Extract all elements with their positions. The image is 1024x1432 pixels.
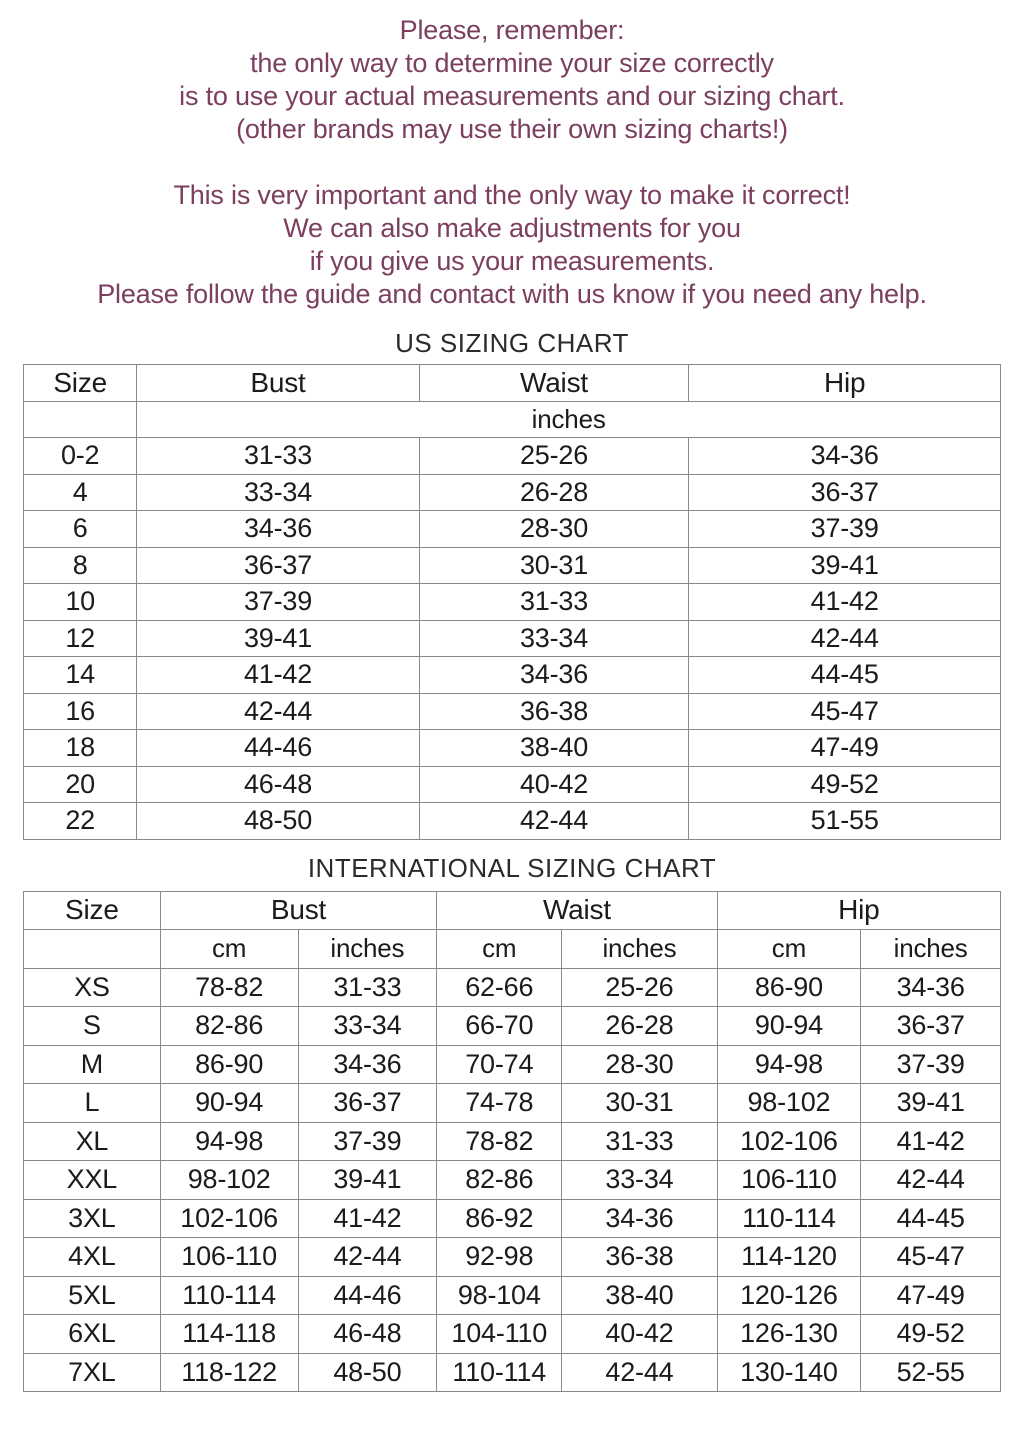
measurement-cell: 70-74 <box>437 1045 562 1084</box>
size-cell: XXL <box>24 1161 161 1200</box>
table-row <box>24 1122 1001 1161</box>
measurement-cell: 28-30 <box>562 1045 717 1084</box>
measurement-cell: 40-42 <box>419 766 689 803</box>
measurement-cell: 86-90 <box>160 1045 298 1084</box>
measurement-cell: 34-36 <box>689 438 1001 475</box>
measurement-cell: 86-90 <box>717 968 861 1007</box>
col-header-size: Size <box>24 365 137 402</box>
measurement-cell: 41-42 <box>298 1199 437 1238</box>
units-row <box>24 401 1001 438</box>
measurement-cell: 30-31 <box>562 1084 717 1123</box>
measurement-cell: 31-33 <box>298 968 437 1007</box>
empty-cell <box>24 401 137 438</box>
measurement-cell: 62-66 <box>437 968 562 1007</box>
units-label-waist-inches: inches <box>562 930 717 969</box>
measurement-cell: 36-38 <box>419 693 689 730</box>
measurement-cell: 82-86 <box>160 1007 298 1046</box>
size-cell: 5XL <box>24 1276 161 1315</box>
intro-line: if you give us your measurements. <box>309 246 715 276</box>
measurement-cell: 26-28 <box>419 474 689 511</box>
measurement-cell: 86-92 <box>437 1199 562 1238</box>
size-cell: 4XL <box>24 1238 161 1277</box>
table-row <box>24 1315 1001 1354</box>
col-header-waist: Waist <box>437 891 717 930</box>
size-cell: XL <box>24 1122 161 1161</box>
units-label: inches <box>137 401 1001 438</box>
measurement-cell: 34-36 <box>419 657 689 694</box>
measurement-cell: 82-86 <box>437 1161 562 1200</box>
measurement-cell: 98-102 <box>717 1084 861 1123</box>
measurement-cell: 90-94 <box>160 1084 298 1123</box>
international-chart-title: INTERNATIONAL SIZING CHART <box>307 852 717 883</box>
measurement-cell: 104-110 <box>437 1315 562 1354</box>
measurement-cell: 36-37 <box>861 1007 1001 1046</box>
units-row <box>24 930 1001 969</box>
measurement-cell: 39-41 <box>137 620 419 657</box>
measurement-cell: 48-50 <box>298 1353 437 1392</box>
measurement-cell: 42-44 <box>689 620 1001 657</box>
size-cell: XS <box>24 968 161 1007</box>
size-cell: 0-2 <box>24 438 137 475</box>
measurement-cell: 34-36 <box>861 968 1001 1007</box>
measurement-cell: 90-94 <box>717 1007 861 1046</box>
measurement-cell: 46-48 <box>137 766 419 803</box>
size-cell: 6 <box>24 511 137 548</box>
intro-text <box>0 0 1024 311</box>
col-header-size: Size <box>24 891 161 930</box>
measurement-cell: 110-114 <box>717 1199 861 1238</box>
measurement-cell: 33-34 <box>419 620 689 657</box>
measurement-cell: 41-42 <box>689 584 1001 621</box>
international-sizing-table <box>23 891 1001 1393</box>
measurement-cell: 120-126 <box>717 1276 861 1315</box>
size-cell: M <box>24 1045 161 1084</box>
measurement-cell: 37-39 <box>137 584 419 621</box>
table-row <box>24 474 1001 511</box>
measurement-cell: 25-26 <box>419 438 689 475</box>
size-cell: 18 <box>24 730 137 767</box>
measurement-cell: 38-40 <box>562 1276 717 1315</box>
measurement-cell: 42-44 <box>419 803 689 840</box>
measurement-cell: 47-49 <box>689 730 1001 767</box>
measurement-cell: 51-55 <box>689 803 1001 840</box>
measurement-cell: 114-118 <box>160 1315 298 1354</box>
size-cell: 12 <box>24 620 137 657</box>
measurement-cell: 49-52 <box>861 1315 1001 1354</box>
measurement-cell: 42-44 <box>298 1238 437 1277</box>
measurement-cell: 130-140 <box>717 1353 861 1392</box>
measurement-cell: 94-98 <box>717 1045 861 1084</box>
measurement-cell: 74-78 <box>437 1084 562 1123</box>
size-cell: 6XL <box>24 1315 161 1354</box>
measurement-cell: 34-36 <box>562 1199 717 1238</box>
measurement-cell: 31-33 <box>137 438 419 475</box>
measurement-cell: 33-34 <box>298 1007 437 1046</box>
measurement-cell: 47-49 <box>861 1276 1001 1315</box>
measurement-cell: 41-42 <box>137 657 419 694</box>
table-row <box>24 968 1001 1007</box>
col-header-hip: Hip <box>689 365 1001 402</box>
measurement-cell: 34-36 <box>298 1045 437 1084</box>
table-row <box>24 1007 1001 1046</box>
measurement-cell: 39-41 <box>298 1161 437 1200</box>
empty-cell <box>24 930 161 969</box>
table-row <box>24 1353 1001 1392</box>
size-cell: 3XL <box>24 1199 161 1238</box>
table-row <box>24 1161 1001 1200</box>
measurement-cell: 48-50 <box>137 803 419 840</box>
measurement-cell: 98-104 <box>437 1276 562 1315</box>
measurement-cell: 31-33 <box>419 584 689 621</box>
table-row <box>24 620 1001 657</box>
measurement-cell: 30-31 <box>419 547 689 584</box>
measurement-cell: 37-39 <box>861 1045 1001 1084</box>
measurement-cell: 106-110 <box>717 1161 861 1200</box>
intro-line: (other brands may use their own sizing charts!) <box>236 114 788 144</box>
measurement-cell: 114-120 <box>717 1238 861 1277</box>
measurement-cell: 33-34 <box>137 474 419 511</box>
measurement-cell: 126-130 <box>717 1315 861 1354</box>
measurement-cell: 44-45 <box>689 657 1001 694</box>
table-row <box>24 1276 1001 1315</box>
table-row <box>24 1238 1001 1277</box>
measurement-cell: 40-42 <box>562 1315 717 1354</box>
table-row <box>24 511 1001 548</box>
size-cell: 16 <box>24 693 137 730</box>
measurement-cell: 52-55 <box>861 1353 1001 1392</box>
table-header-row <box>24 365 1001 402</box>
table-row <box>24 1045 1001 1084</box>
size-cell: 8 <box>24 547 137 584</box>
table-row <box>24 1084 1001 1123</box>
measurement-cell: 66-70 <box>437 1007 562 1046</box>
measurement-cell: 45-47 <box>861 1238 1001 1277</box>
measurement-cell: 94-98 <box>160 1122 298 1161</box>
size-cell: 22 <box>24 803 137 840</box>
size-cell: 4 <box>24 474 137 511</box>
table-row <box>24 803 1001 840</box>
intro-line: the only way to determine your size correctly <box>250 48 774 78</box>
col-header-hip: Hip <box>717 891 1000 930</box>
measurement-cell: 44-46 <box>298 1276 437 1315</box>
measurement-cell: 38-40 <box>419 730 689 767</box>
size-cell: 10 <box>24 584 137 621</box>
measurement-cell: 46-48 <box>298 1315 437 1354</box>
measurement-cell: 45-47 <box>689 693 1001 730</box>
us-sizing-table <box>23 364 1001 840</box>
table-row <box>24 438 1001 475</box>
size-cell: 20 <box>24 766 137 803</box>
col-header-waist: Waist <box>419 365 689 402</box>
table-row <box>24 1199 1001 1238</box>
measurement-cell: 106-110 <box>160 1238 298 1277</box>
size-cell: 14 <box>24 657 137 694</box>
measurement-cell: 118-122 <box>160 1353 298 1392</box>
measurement-cell: 78-82 <box>437 1122 562 1161</box>
col-header-bust: Bust <box>160 891 436 930</box>
units-label-hip-inches: inches <box>861 930 1001 969</box>
intro-line: Please, remember: <box>399 15 625 45</box>
table-row <box>24 584 1001 621</box>
table-header-row <box>24 891 1001 930</box>
measurement-cell: 42-44 <box>861 1161 1001 1200</box>
table-row <box>24 547 1001 584</box>
intro-line: Please follow the guide and contact with us know if you need any help. <box>97 279 927 309</box>
measurement-cell: 34-36 <box>137 511 419 548</box>
measurement-cell: 49-52 <box>689 766 1001 803</box>
size-cell: 7XL <box>24 1353 161 1392</box>
table-row <box>24 730 1001 767</box>
units-label-waist-cm: cm <box>437 930 562 969</box>
measurement-cell: 78-82 <box>160 968 298 1007</box>
measurement-cell: 25-26 <box>562 968 717 1007</box>
measurement-cell: 42-44 <box>562 1353 717 1392</box>
table-row <box>24 693 1001 730</box>
measurement-cell: 39-41 <box>861 1084 1001 1123</box>
measurement-cell: 37-39 <box>298 1122 437 1161</box>
measurement-cell: 36-37 <box>298 1084 437 1123</box>
measurement-cell: 42-44 <box>137 693 419 730</box>
table-row <box>24 657 1001 694</box>
measurement-cell: 110-114 <box>160 1276 298 1315</box>
table-row <box>24 766 1001 803</box>
measurement-cell: 102-106 <box>717 1122 861 1161</box>
measurement-cell: 41-42 <box>861 1122 1001 1161</box>
size-cell: L <box>24 1084 161 1123</box>
units-label-bust-cm: cm <box>160 930 298 969</box>
measurement-cell: 102-106 <box>160 1199 298 1238</box>
measurement-cell: 36-38 <box>562 1238 717 1277</box>
measurement-cell: 26-28 <box>562 1007 717 1046</box>
measurement-cell: 28-30 <box>419 511 689 548</box>
measurement-cell: 36-37 <box>137 547 419 584</box>
measurement-cell: 98-102 <box>160 1161 298 1200</box>
measurement-cell: 110-114 <box>437 1353 562 1392</box>
measurement-cell: 37-39 <box>689 511 1001 548</box>
intro-line: is to use your actual measurements and our sizing chart. <box>179 81 845 111</box>
units-label-bust-inches: inches <box>298 930 437 969</box>
measurement-cell: 44-46 <box>137 730 419 767</box>
measurement-cell: 44-45 <box>861 1199 1001 1238</box>
measurement-cell: 33-34 <box>562 1161 717 1200</box>
units-label-hip-cm: cm <box>717 930 861 969</box>
us-chart-title: US SIZING CHART <box>395 328 629 358</box>
col-header-bust: Bust <box>137 365 419 402</box>
measurement-cell: 92-98 <box>437 1238 562 1277</box>
measurement-cell: 36-37 <box>689 474 1001 511</box>
size-cell: S <box>24 1007 161 1046</box>
intro-line: We can also make adjustments for you <box>283 213 741 243</box>
measurement-cell: 39-41 <box>689 547 1001 584</box>
intro-line: This is very important and the only way to make it correct! <box>173 180 851 210</box>
measurement-cell: 31-33 <box>562 1122 717 1161</box>
